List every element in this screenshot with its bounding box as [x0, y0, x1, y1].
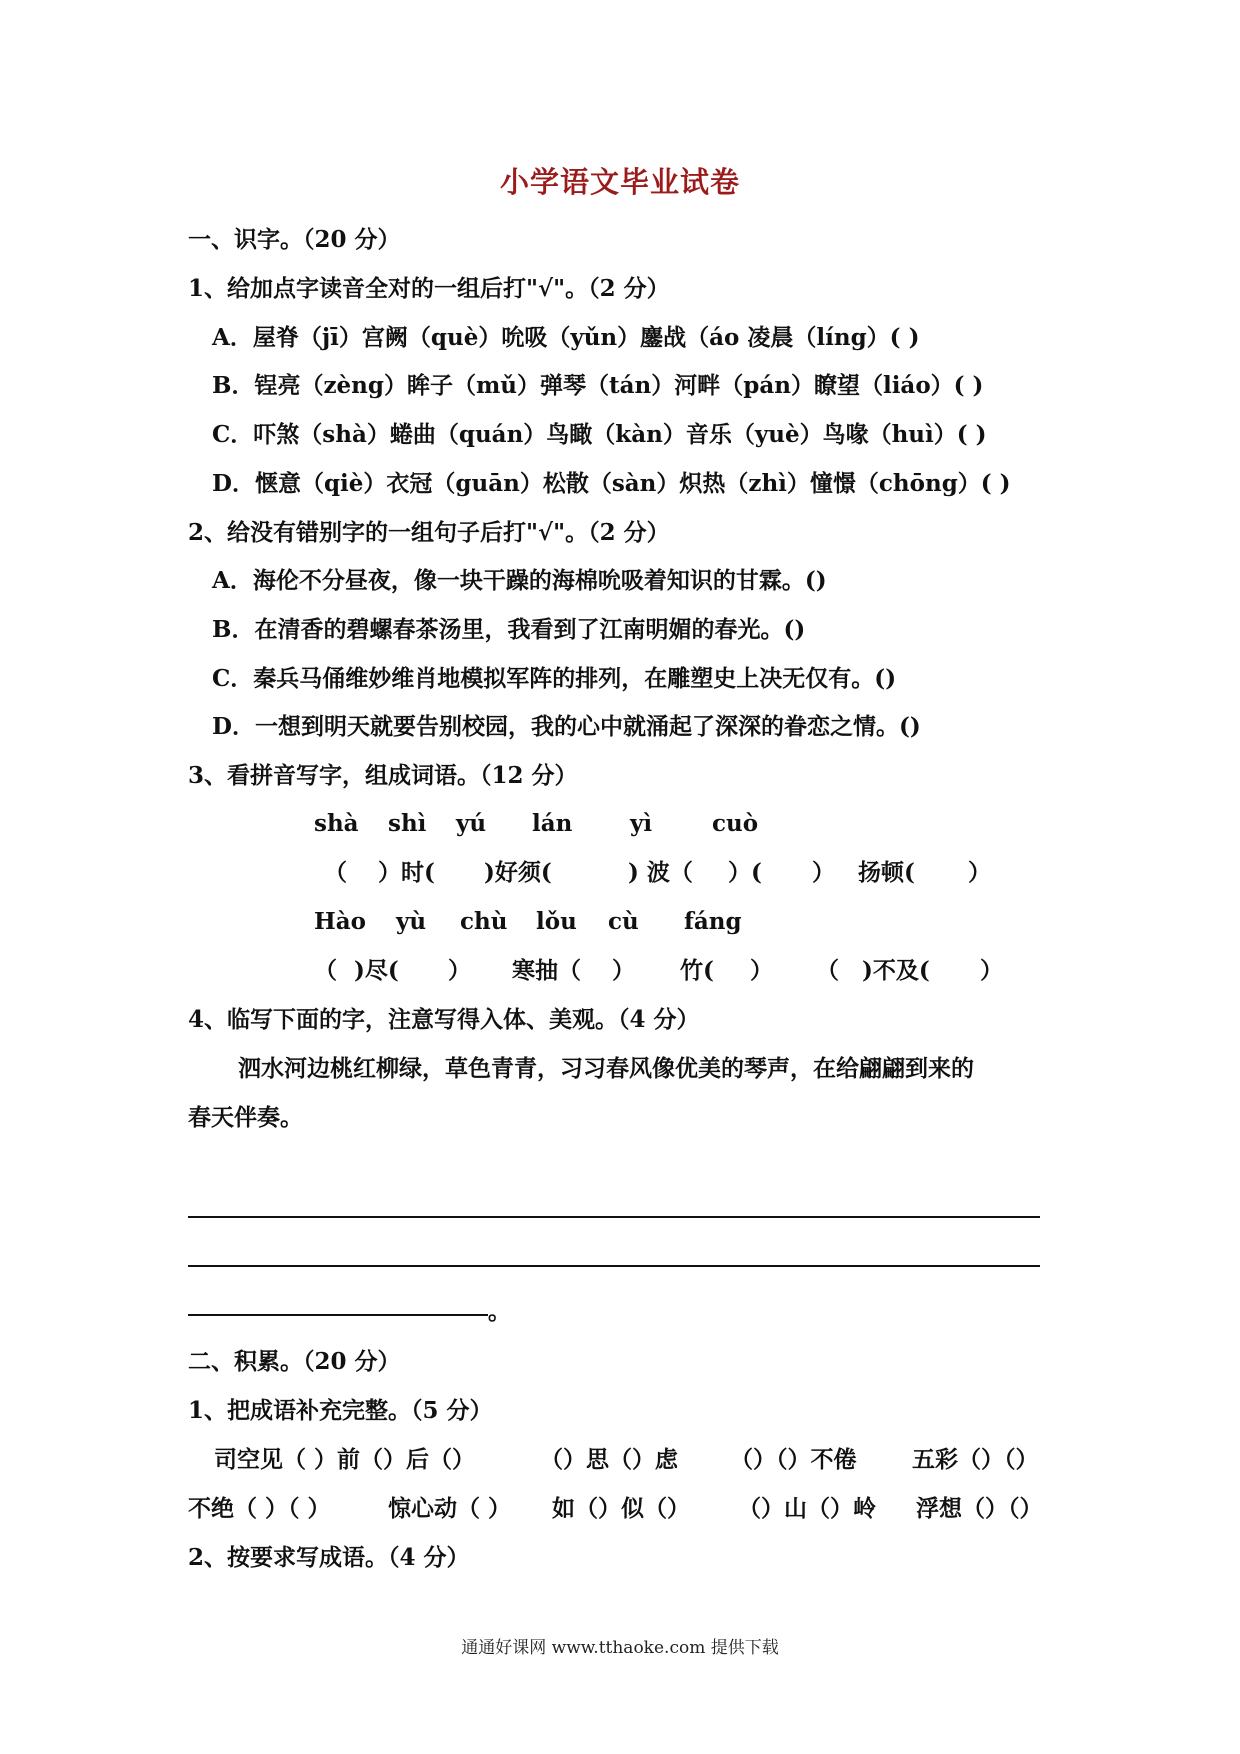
q1-option-b: B．锃亮（zèng）眸子（mǔ）弹琴（tán）河畔（pán）瞭望（liáo）( ) — [212, 372, 984, 399]
fill-blank: )尽( — [354, 957, 399, 984]
pinyin: shì — [388, 810, 427, 837]
pinyin: lǒu — [536, 908, 577, 935]
q4-prompt: 4、临写下面的字，注意写得入体、美观。（4 分） — [188, 1006, 700, 1033]
fill-blank: ） — [812, 859, 835, 886]
pinyin: yú — [456, 810, 487, 837]
pinyin: fáng — [684, 908, 742, 935]
q2-option-d: D．一想到明天就要告别校园，我的心中就涌起了深深的眷恋之情。() — [212, 713, 921, 740]
writing-line-2 — [188, 1265, 1040, 1267]
pinyin: yì — [630, 810, 653, 837]
idiom-item: （）（）不倦 — [730, 1446, 857, 1473]
q2-option-c: C．秦兵马俑维妙维肖地模拟军阵的排列，在雕塑史上决无仅有。() — [212, 665, 897, 692]
page-title: 小学语文毕业试卷 — [499, 165, 740, 199]
fill-blank: ） — [968, 859, 991, 886]
pinyin: cù — [608, 908, 639, 935]
writing-line-3 — [188, 1314, 488, 1316]
idiom-item: （）山（）岭 — [738, 1495, 876, 1522]
fill-blank: )不及( — [862, 957, 930, 984]
q4-passage-line-2: 春天伴奏。 — [188, 1104, 303, 1131]
fill-blank: （ — [314, 957, 337, 984]
pinyin: yù — [396, 908, 427, 935]
pinyin: Hào — [314, 908, 366, 935]
fill-blank: 竹( — [680, 957, 714, 984]
fill-blank: ）时( — [378, 859, 435, 886]
idiom-item: （）思（）虑 — [540, 1446, 678, 1473]
s2-q2-prompt: 2、按要求写成语。（4 分） — [188, 1544, 470, 1571]
fill-blank: （ — [816, 957, 839, 984]
idiom-item: 惊心动（ ） — [388, 1495, 512, 1522]
footer-credit: 通通好课网 www.tthaoke.com 提供下载 — [461, 1638, 779, 1658]
idiom-item: 五彩（）（） — [912, 1446, 1039, 1473]
fill-blank: ）( — [728, 859, 762, 886]
fill-blank: 寒抽（ — [512, 957, 581, 984]
q4-passage-line-1: 泗水河边桃红柳绿，草色青青，习习春风像优美的琴声，在给翩翩到来的 — [238, 1055, 974, 1082]
section2-heading: 二、积累。（20 分） — [188, 1348, 401, 1375]
q1-prompt: 1、给加点字读音全对的一组后打"√"。（2 分） — [188, 275, 670, 302]
fill-blank: ） — [612, 957, 635, 984]
q2-option-a: A．海伦不分昼夜，像一块干躁的海棉吮吸着知识的甘霖。() — [212, 567, 827, 594]
pinyin: shà — [314, 810, 359, 837]
q1-option-d: D．惬意（qiè）衣冠（guān）松散（sàn）炽热（zhì）憧憬（chōng）( ) — [212, 470, 1011, 497]
q3-prompt: 3、看拼音写字，组成词语。（12 分） — [188, 762, 578, 789]
q1-option-a: A．屋脊（jī）宫阙（què）吮吸（yǔn）鏖战（áo 凌晨（líng）( ) — [212, 324, 920, 351]
pinyin: lán — [532, 810, 573, 837]
pinyin: chù — [460, 908, 508, 935]
fill-blank: ) 波（ — [628, 859, 693, 886]
section1-heading: 一、识字。（20 分） — [188, 226, 401, 253]
idiom-item: 浮想（）（） — [916, 1495, 1043, 1522]
fill-blank: 扬顿( — [858, 859, 915, 886]
fill-blank: ） — [750, 957, 773, 984]
fill-blank: )好须( — [484, 859, 552, 886]
pinyin: cuò — [712, 810, 759, 837]
fill-blank: ） — [448, 957, 471, 984]
writing-end-mark: 。 — [488, 1298, 511, 1325]
q2-prompt: 2、给没有错别字的一组句子后打"√"。（2 分） — [188, 519, 670, 546]
writing-line-1 — [188, 1216, 1040, 1218]
q1-option-c: C．吓煞（shà）蜷曲（quán）鸟瞰（kàn）音乐（yuè）鸟喙（huì）( ) — [212, 421, 987, 448]
idiom-item: 不绝（ ）（ ） — [188, 1495, 331, 1522]
idiom-item: 如（）似（） — [552, 1495, 690, 1522]
fill-blank: ） — [980, 957, 1003, 984]
idiom-item: 司空见（ ）前（）后（） — [214, 1446, 476, 1473]
fill-blank: （ — [324, 859, 347, 886]
s2-q1-prompt: 1、把成语补充完整。（5 分） — [188, 1397, 493, 1424]
q2-option-b: B．在清香的碧螺春茶汤里，我看到了江南明媚的春光。() — [212, 616, 806, 643]
